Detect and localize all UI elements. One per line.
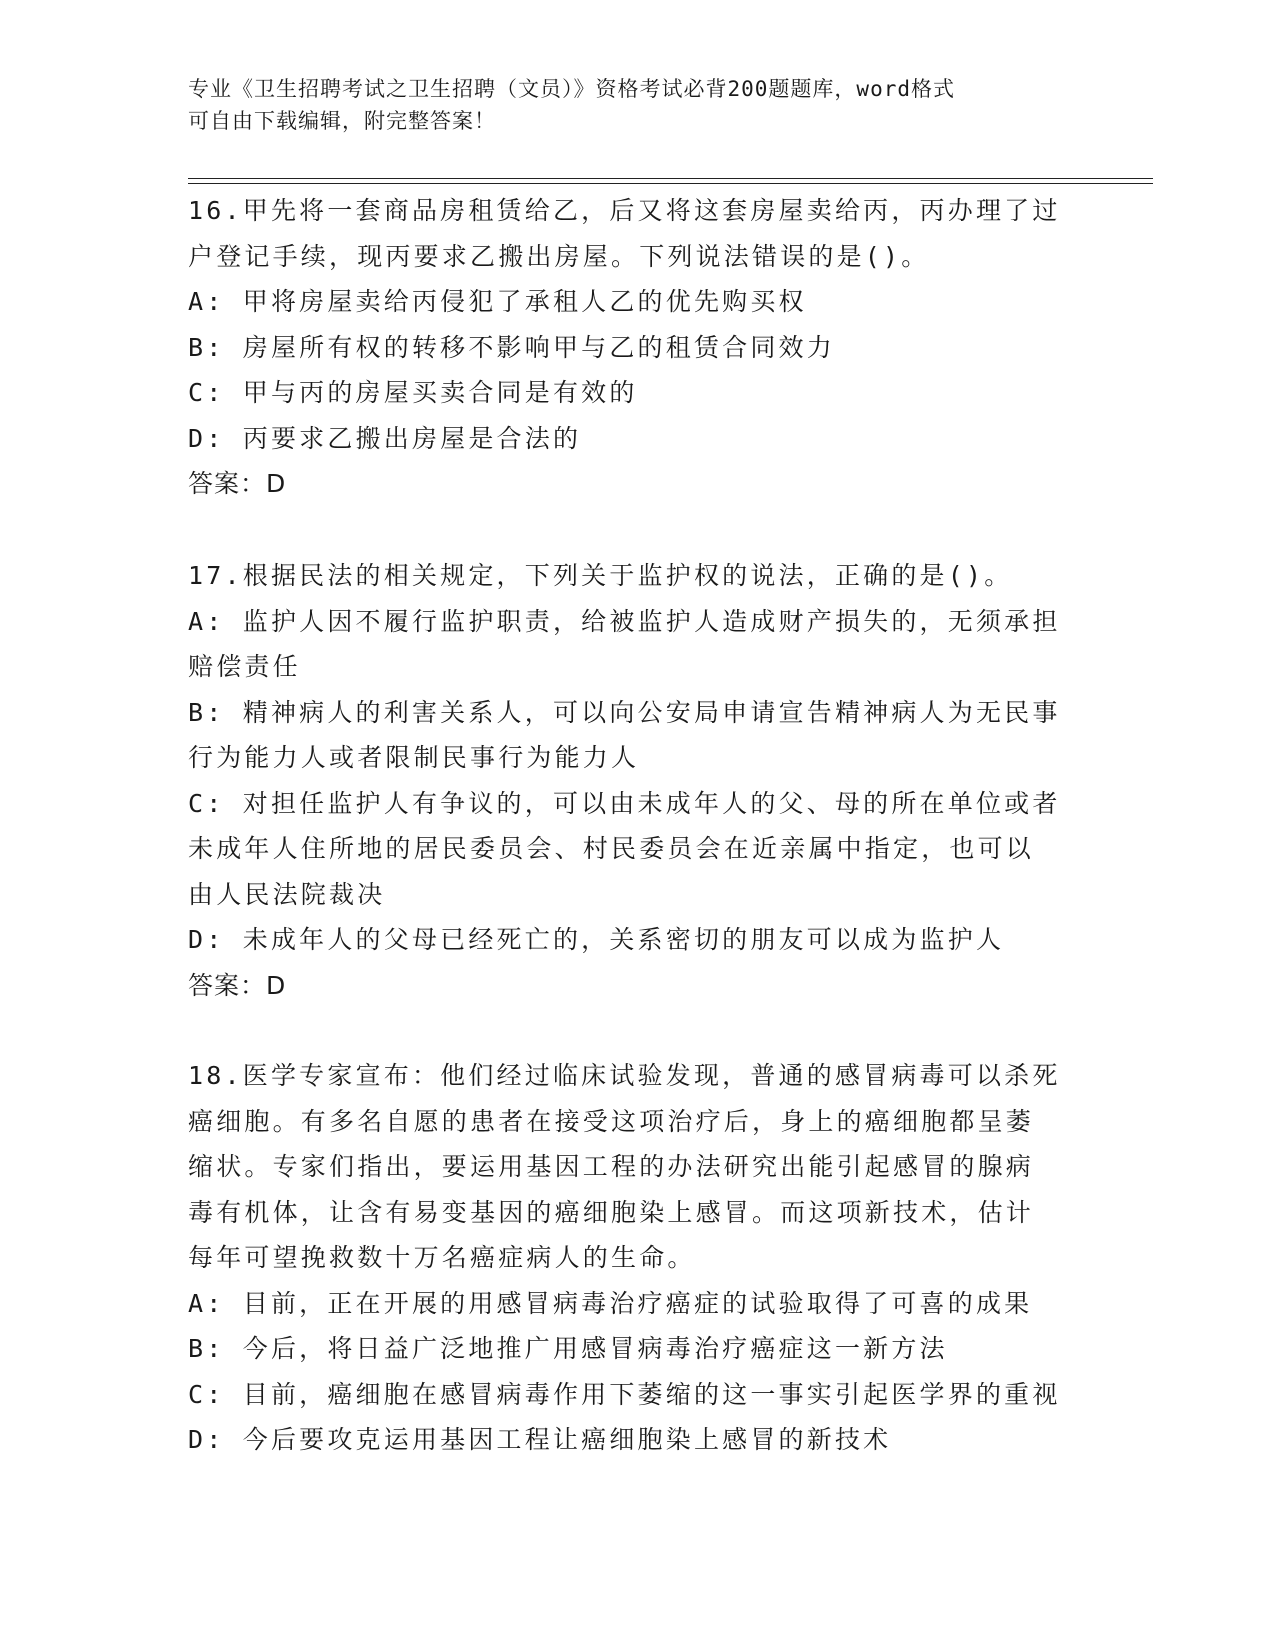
header-line-1: 专业《卫生招聘考试之卫生招聘（文员）》资格考试必背200题题库，word格式 xyxy=(188,77,955,101)
question-16 xyxy=(188,188,1068,507)
option-c: C: 目前，癌细胞在感冒病毒作用下萎缩的这一事实引起医学界的重视 xyxy=(188,1379,1061,1409)
question-stem-line: 17.根据民法的相关规定，下列关于监护权的说法，正确的是()。 xyxy=(188,561,1013,590)
question-stem-line: 户登记手续，现丙要求乙搬出房屋。下列说法错误的是()。 xyxy=(188,241,930,271)
question-stem-line: 18.医学专家宣布：他们经过临床试验发现，普通的感冒病毒可以杀死 xyxy=(188,1061,1061,1090)
question-stem-line: 癌细胞。有多名自愿的患者在接受这项治疗后，身上的癌细胞都呈萎 xyxy=(188,1106,1035,1136)
question-stem-line: 毒有机体，让含有易变基因的癌细胞染上感冒。而这项新技术，估计 xyxy=(188,1197,1035,1227)
question-17 xyxy=(188,553,1068,1008)
option-b: B: 精神病人的利害关系人，可以向公安局申请宣告精神病人为无民事 xyxy=(188,697,1061,727)
option-b: B: 今后，将日益广泛地推广用感冒病毒治疗癌症这一新方法 xyxy=(188,1334,948,1363)
option-c: C: 对担任监护人有争议的，可以由未成年人的父、母的所在单位或者 xyxy=(188,788,1061,818)
option-a-continued: 赔偿责任 xyxy=(188,652,301,681)
option-d: D: 今后要攻克运用基因工程让癌细胞染上感冒的新技术 xyxy=(188,1425,892,1454)
header-line-2: 可自由下载编辑，附完整答案！ xyxy=(188,109,496,133)
header-divider-top xyxy=(188,178,1153,179)
answer-label: 答案：D xyxy=(188,469,287,498)
option-c-continued: 未成年人住所地的居民委员会、村民委员会在近亲属中指定，也可以 xyxy=(188,834,1035,863)
option-b: B: 房屋所有权的转移不影响甲与乙的租赁合同效力 xyxy=(188,332,835,362)
question-stem-line: 每年可望挽救数十万名癌症病人的生命。 xyxy=(188,1243,696,1272)
answer-label: 答案：D xyxy=(188,970,287,1000)
option-d: D: 未成年人的父母已经死亡的，关系密切的朋友可以成为监护人 xyxy=(188,925,1005,954)
option-d: D: 丙要求乙搬出房屋是合法的 xyxy=(188,423,582,453)
question-stem-line: 缩状。专家们指出，要运用基因工程的办法研究出能引起感冒的腺病 xyxy=(188,1152,1035,1181)
option-b-continued: 行为能力人或者限制民事行为能力人 xyxy=(188,743,640,772)
option-a: A: 甲将房屋卖给丙侵犯了承租人乙的优先购买权 xyxy=(188,287,807,316)
option-a: A: 监护人因不履行监护职责，给被监护人造成财产损失的，无须承担 xyxy=(188,606,1061,636)
document-header xyxy=(188,73,1068,137)
option-a: A: 目前，正在开展的用感冒病毒治疗癌症的试验取得了可喜的成果 xyxy=(188,1288,1033,1318)
question-stem-line: 16.甲先将一套商品房租赁给乙，后又将这套房屋卖给丙，丙办理了过 xyxy=(188,196,1061,225)
question-18 xyxy=(188,1053,1068,1463)
header-divider-bottom xyxy=(188,183,1153,184)
option-c: C: 甲与丙的房屋买卖合同是有效的 xyxy=(188,378,638,407)
option-c-continued: 由人民法院裁决 xyxy=(188,879,386,909)
